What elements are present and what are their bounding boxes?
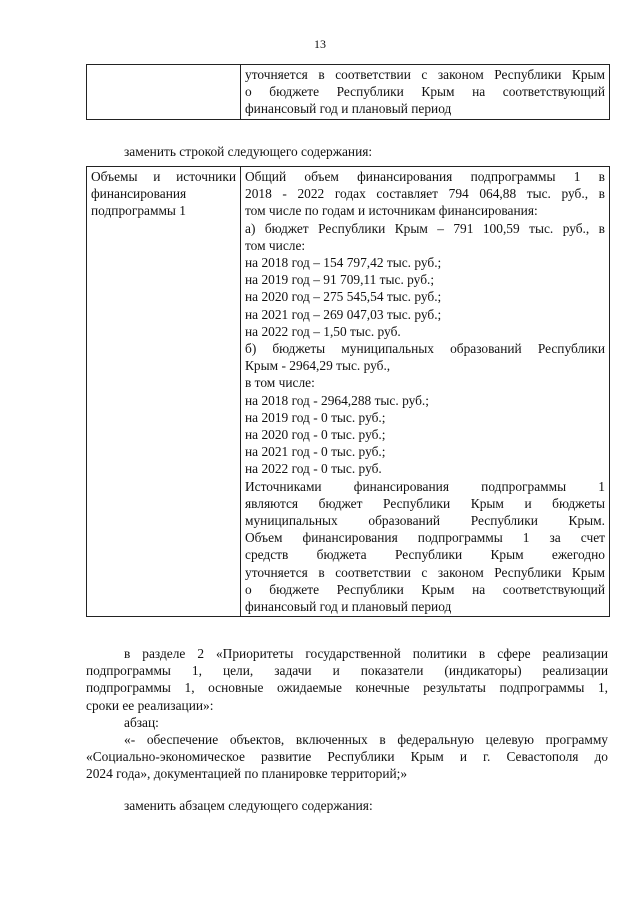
cell-line: средств бюджета Республики Крым ежегодно xyxy=(245,547,605,563)
cell-line: на 2020 год – 275 545,54 тыс. руб.; xyxy=(245,289,442,305)
text-line: «- обеспечение объектов, включенных в федеральную целевую программу xyxy=(124,732,608,747)
cell-line: в том числе: xyxy=(245,375,315,391)
label-line: подпрограммы 1 xyxy=(91,203,186,219)
cell-line: о бюджете Республики Крым на соответствующий xyxy=(245,581,605,597)
replace-paragraph-instruction: заменить абзацем следующего содержания: xyxy=(124,798,373,813)
cell-line: на 2019 год – 91 709,11 тыс. руб.; xyxy=(245,272,435,288)
cell-line: на 2022 год – 1,50 тыс. руб. xyxy=(245,323,401,339)
top-table xyxy=(86,64,610,120)
cell-line: б) бюджеты муниципальных образований Республики xyxy=(245,341,605,357)
cell-line: на 2018 год – 154 797,42 тыс. руб.; xyxy=(245,255,442,271)
replace-row-instruction: заменить строкой следующего содержания: xyxy=(124,144,373,159)
label-line: финансирования xyxy=(91,186,187,202)
label-line: Объемы и источники xyxy=(91,169,236,184)
cell-line: на 2022 год - 0 тыс. руб. xyxy=(245,461,382,477)
abzac-label: абзац: xyxy=(124,715,159,730)
cell-line: являются бюджет Республики Крым и бюджеты xyxy=(245,495,605,511)
cell-line: на 2018 год - 2964,288 тыс. руб.; xyxy=(245,392,429,408)
top-table-right-cell xyxy=(241,65,610,120)
cell-line: Общий объем финансирования подпрограммы 1 в xyxy=(245,169,605,184)
text-line: «Социально-экономическое развитие Республики Крым и г. Севастополя до xyxy=(86,749,608,765)
text-line: 2024 года», документацией по планировке территорий;» xyxy=(86,766,408,782)
cell-line: уточняется в соответствии с законом Республики Крым xyxy=(245,67,605,82)
top-table-left-cell xyxy=(87,65,241,120)
cell-line: 2018 - 2022 годах составляет 794 064,88 тыс. руб., в xyxy=(245,186,605,202)
quoted-paragraph xyxy=(86,731,608,783)
cell-line: о бюджете Республики Крым на соответствующий xyxy=(245,84,605,100)
cell-line: Источниками финансирования подпрограммы 1 xyxy=(245,478,605,494)
section-paragraph xyxy=(86,645,608,714)
cell-line: уточняется в соответствии с законом Республики Крым xyxy=(245,564,605,580)
text-line: подпрограммы 1, основные ожидаемые конечные результаты подпрограммы 1, xyxy=(86,680,608,696)
cell-line: том числе по годам и источникам финансирования: xyxy=(245,203,538,219)
text-line: в разделе 2 «Приоритеты государственной политики в сфере реализации xyxy=(124,646,608,661)
cell-line: на 2020 год - 0 тыс. руб.; xyxy=(245,427,386,443)
cell-line: Объем финансирования подпрограммы 1 за счет xyxy=(245,530,605,546)
cell-line: а) бюджет Республики Крым – 791 100,59 тыс. руб., в xyxy=(245,220,605,236)
cell-line: финансовый год и плановый период xyxy=(245,599,452,615)
cell-line: том числе: xyxy=(245,237,306,253)
table-row xyxy=(87,167,610,617)
cell-line: на 2019 год - 0 тыс. руб.; xyxy=(245,409,386,425)
cell-line: Крым - 2964,29 тыс. руб., xyxy=(245,358,391,374)
cell-line: на 2021 год – 269 047,03 тыс. руб.; xyxy=(245,306,442,322)
cell-line: финансовый год и плановый период xyxy=(245,101,452,117)
page-number: 13 xyxy=(314,37,326,51)
text-line: сроки ее реализации»: xyxy=(86,697,214,713)
cell-line: на 2021 год - 0 тыс. руб.; xyxy=(245,444,386,460)
text-line: подпрограммы 1, цели, задачи и показатели (индикаторы) реализации xyxy=(86,663,608,679)
table-row xyxy=(87,65,610,120)
funding-label-cell xyxy=(87,167,241,617)
cell-line: муниципальных образований Республики Крым. xyxy=(245,513,605,529)
funding-value-cell xyxy=(241,167,610,617)
funding-table xyxy=(86,166,610,617)
